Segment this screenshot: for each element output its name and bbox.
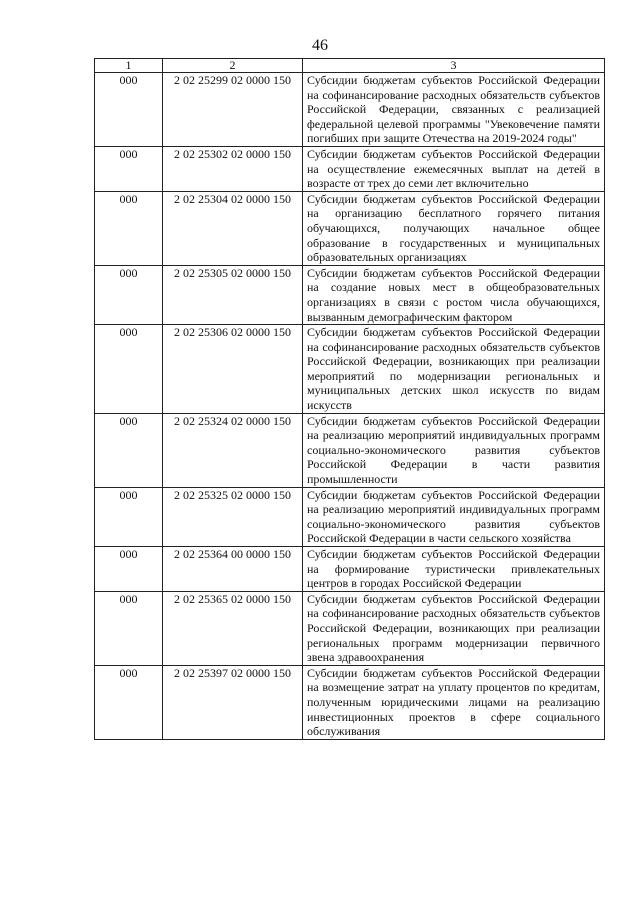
kbk-code-cell: 2 02 25305 02 0000 150 <box>163 265 303 324</box>
table-row <box>95 591 605 665</box>
kbk-code-cell: 2 02 25302 02 0000 150 <box>163 146 303 191</box>
column-header-2: 2 <box>163 59 303 73</box>
kbk-code-cell: 2 02 25299 02 0000 150 <box>163 73 303 147</box>
admin-code-cell: 000 <box>95 146 163 191</box>
description-cell: Субсидии бюджетам субъектов Российской Федерации на создание новых мест в общеобразовательных организациях в связи с ростом числа обучающихся, вызванным демографическим фактором <box>303 265 605 324</box>
admin-code-cell: 000 <box>95 547 163 592</box>
admin-code-cell: 000 <box>95 191 163 265</box>
admin-code-cell: 000 <box>95 413 163 487</box>
admin-code-cell: 000 <box>95 325 163 414</box>
admin-code-cell: 000 <box>95 591 163 665</box>
budget-classification-table <box>94 58 605 740</box>
table-row <box>95 265 605 324</box>
table-row <box>95 413 605 487</box>
description-cell: Субсидии бюджетам субъектов Российской Федерации на реализацию мероприятий индивидуальных программ социально-экономического развития субъектов Российской Федерации в части сельского хозяйства <box>303 487 605 546</box>
column-header-1: 1 <box>95 59 163 73</box>
table-row <box>95 146 605 191</box>
admin-code-cell: 000 <box>95 265 163 324</box>
kbk-code-cell: 2 02 25306 02 0000 150 <box>163 325 303 414</box>
table-row <box>95 325 605 414</box>
description-cell: Субсидии бюджетам субъектов Российской Федерации на софинансирование расходных обязательств субъектов Российской Федерации, связанных с реализацией федеральной целевой программы "Увековечение памяти погибших при защите Отечества на 2019-2024 годы" <box>303 73 605 147</box>
admin-code-cell: 000 <box>95 665 163 739</box>
table-row <box>95 547 605 592</box>
page-number: 46 <box>312 37 328 54</box>
column-header-3: 3 <box>303 59 605 73</box>
kbk-code-cell: 2 02 25397 02 0000 150 <box>163 665 303 739</box>
table-row <box>95 487 605 546</box>
kbk-code-cell: 2 02 25364 00 0000 150 <box>163 547 303 592</box>
description-cell: Субсидии бюджетам субъектов Российской Федерации на софинансирование расходных обязательств субъектов Российской Федерации, возникающих при реализации мероприятий по модернизации региональных и муниципальных детских школ искусств по видам искусств <box>303 325 605 414</box>
description-cell: Субсидии бюджетам субъектов Российской Федерации на возмещение затрат на уплату процентов по кредитам, полученным юридическими лицами на реализацию инвестиционных проектов в сфере социального обслуживания <box>303 665 605 739</box>
kbk-code-cell: 2 02 25365 02 0000 150 <box>163 591 303 665</box>
description-cell: Субсидии бюджетам субъектов Российской Федерации на осуществление ежемесячных выплат на детей в возрасте от трех до семи лет включительно <box>303 146 605 191</box>
admin-code-cell: 000 <box>95 73 163 147</box>
table-row <box>95 73 605 147</box>
kbk-code-cell: 2 02 25304 02 0000 150 <box>163 191 303 265</box>
kbk-code-cell: 2 02 25324 02 0000 150 <box>163 413 303 487</box>
table-row <box>95 191 605 265</box>
kbk-code-cell: 2 02 25325 02 0000 150 <box>163 487 303 546</box>
table-header-row <box>95 59 605 73</box>
admin-code-cell: 000 <box>95 487 163 546</box>
table-row <box>95 665 605 739</box>
description-cell: Субсидии бюджетам субъектов Российской Федерации на софинансирование расходных обязательств субъектов Российской Федерации, возникающих при реализации региональных программ модернизации первичного звена здравоохранения <box>303 591 605 665</box>
description-cell: Субсидии бюджетам субъектов Российской Федерации на организацию бесплатного горячего питания обучающихся, получающих начальное общее образование в государственных и муниципальных образовательных организациях <box>303 191 605 265</box>
description-cell: Субсидии бюджетам субъектов Российской Федерации на формирование туристически привлекательных центров в городах Российской Федерации <box>303 547 605 592</box>
description-cell: Субсидии бюджетам субъектов Российской Федерации на реализацию мероприятий индивидуальных программ социально-экономического развития субъектов Российской Федерации в части развития промышленности <box>303 413 605 487</box>
